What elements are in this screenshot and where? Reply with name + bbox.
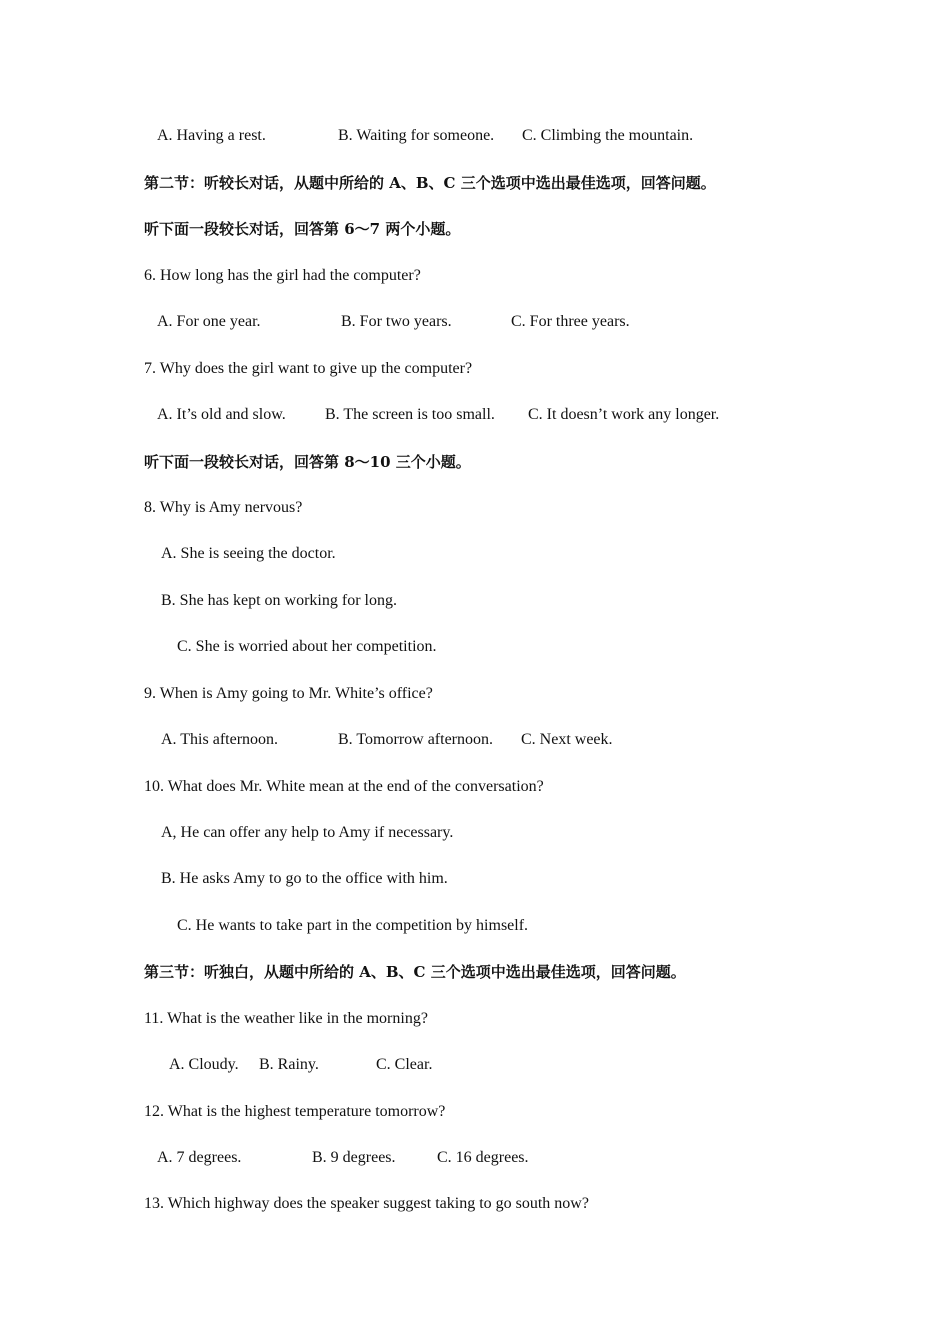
question-10-option-a: A, He can offer any help to Amy if necessary. bbox=[161, 824, 454, 841]
question-10-option-b: B. He asks Amy to go to the office with him. bbox=[161, 870, 448, 887]
option-b: B. 9 degrees. bbox=[312, 1149, 396, 1166]
option-a: A. It’s old and slow. bbox=[157, 406, 286, 423]
option-b: B. The screen is too small. bbox=[325, 406, 495, 423]
option-b: B. Waiting for someone. bbox=[338, 127, 495, 144]
section2-heading: 第二节：听较长对话，从题中所给的 A、B、C 三个选项中选出最佳选项，回答问题。 bbox=[144, 174, 716, 192]
question-11: 11. What is the weather like in the morning? bbox=[144, 1010, 428, 1027]
option-c: C. 16 degrees. bbox=[437, 1149, 529, 1166]
question-12: 12. What is the highest temperature tomorrow? bbox=[144, 1103, 446, 1120]
option-b: B. For two years. bbox=[341, 313, 452, 330]
question-7: 7. Why does the girl want to give up the computer? bbox=[144, 360, 473, 377]
group1-instruction: 听下面一段较长对话，回答第 6～7 两个小题。 bbox=[144, 220, 461, 238]
question-10-option-c: C. He wants to take part in the competition by himself. bbox=[177, 917, 529, 934]
option-c: C. It doesn’t work any longer. bbox=[528, 406, 720, 423]
question-8: 8. Why is Amy nervous? bbox=[144, 499, 303, 516]
option-b: B. Tomorrow afternoon. bbox=[338, 731, 493, 748]
option-a: A. Having a rest. bbox=[157, 127, 266, 144]
question-10: 10. What does Mr. White mean at the end of the conversation? bbox=[144, 778, 544, 795]
question-6: 6. How long has the girl had the computer? bbox=[144, 267, 421, 284]
option-a: A. Cloudy. bbox=[169, 1056, 239, 1073]
option-a: A. This afternoon. bbox=[161, 731, 279, 748]
option-c: C. Clear. bbox=[376, 1056, 433, 1073]
option-a: A. 7 degrees. bbox=[157, 1149, 242, 1166]
option-b: B. Rainy. bbox=[259, 1056, 319, 1073]
question-8-option-a: A. She is seeing the doctor. bbox=[161, 545, 336, 562]
option-c: C. Climbing the mountain. bbox=[522, 127, 694, 144]
question-9: 9. When is Amy going to Mr. White’s office? bbox=[144, 685, 433, 702]
question-13: 13. Which highway does the speaker suggest taking to go south now? bbox=[144, 1195, 589, 1212]
option-c: C. Next week. bbox=[521, 731, 613, 748]
question-8-option-b: B. She has kept on working for long. bbox=[161, 592, 397, 609]
option-a: A. For one year. bbox=[157, 313, 261, 330]
question-8-option-c: C. She is worried about her competition. bbox=[177, 638, 437, 655]
group2-instruction: 听下面一段较长对话，回答第 8～10 三个小题。 bbox=[144, 453, 471, 471]
section3-heading: 第三节：听独白，从题中所给的 A、B、C 三个选项中选出最佳选项，回答问题。 bbox=[144, 963, 686, 981]
option-c: C. For three years. bbox=[511, 313, 630, 330]
